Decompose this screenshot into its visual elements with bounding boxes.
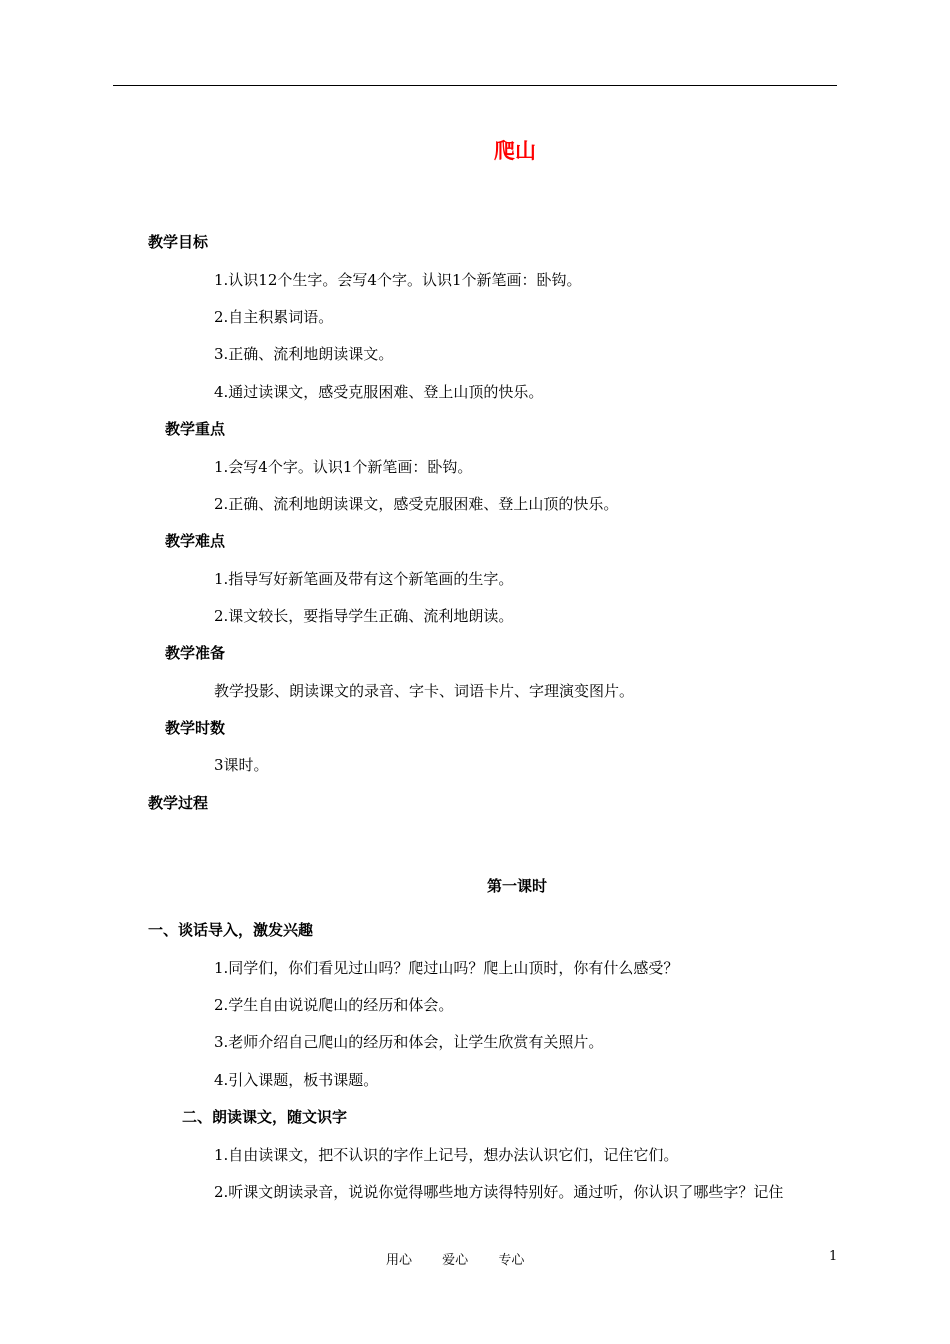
process-heading: 教学过程 [148, 794, 209, 812]
hours-heading: 教学时数 [165, 719, 226, 737]
goal-item-1: 1.认识12个生字。会写4个字。认识1个新笔画：卧钩。 [214, 271, 582, 289]
lesson-heading: 第一课时 [486, 877, 547, 895]
prep-heading: 教学准备 [165, 644, 226, 662]
difficult-heading: 教学难点 [165, 532, 226, 550]
part1-item-2: 2.学生自由说说爬山的经历和体会。 [214, 996, 454, 1014]
difficult-item-1: 1.指导写好新笔画及带有这个新笔画的生字。 [214, 570, 514, 588]
part1-item-1: 1.同学们，你们看见过山吗？爬过山吗？爬上山顶时，你有什么感受？ [214, 959, 679, 977]
footer-motto [386, 1249, 550, 1268]
part2-item-2: 2.听课文朗读录音，说说你觉得哪些地方读得特别好。通过听，你认识了哪些字？记住 [214, 1183, 784, 1201]
goals-heading: 教学目标 [148, 233, 209, 251]
hours-text: 3课时。 [214, 756, 269, 774]
document-title: 爬山 [494, 139, 536, 163]
footer-word: 专心 [498, 1253, 525, 1268]
goal-item-4: 4.通过读课文，感受克服困难、登上山顶的快乐。 [214, 383, 544, 401]
key-item-1: 1.会写4个字。认识1个新笔画：卧钩。 [214, 458, 473, 476]
page-number: 1 [829, 1249, 838, 1264]
part2-heading: 二、朗读课文，随文识字 [182, 1108, 348, 1126]
difficult-item-2: 2.课文较长，要指导学生正确、流利地朗读。 [214, 607, 514, 625]
key-heading: 教学重点 [165, 420, 226, 438]
footer-word: 用心 [386, 1253, 413, 1268]
goal-item-3: 3.正确、流利地朗读课文。 [214, 345, 394, 363]
part1-heading: 一、谈话导入，激发兴趣 [148, 921, 314, 939]
key-item-2: 2.正确、流利地朗读课文，感受克服困难、登上山顶的快乐。 [214, 495, 619, 513]
footer-word: 爱心 [442, 1253, 469, 1268]
part1-item-4: 4.引入课题，板书课题。 [214, 1071, 379, 1089]
prep-text: 教学投影、朗读课文的录音、字卡、词语卡片、字理演变图片。 [214, 682, 635, 700]
goal-item-2: 2.自主积累词语。 [214, 308, 334, 326]
part1-item-3: 3.老师介绍自己爬山的经历和体会，让学生欣赏有关照片。 [214, 1033, 604, 1051]
header-rule [113, 85, 837, 86]
part2-item-1: 1.自由读课文，把不认识的字作上记号，想办法认识它们，记住它们。 [214, 1146, 679, 1164]
